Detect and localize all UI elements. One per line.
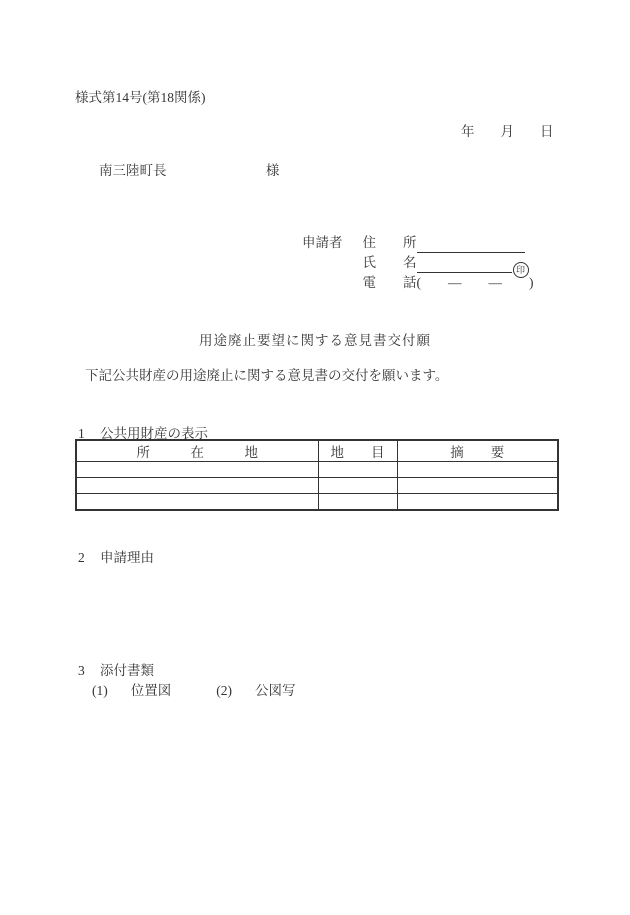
applicant-address-row [363, 233, 534, 253]
header-remarks: 摘 要 [397, 440, 558, 462]
date-line [461, 120, 554, 140]
addressee-honorific: 様 [265, 163, 280, 178]
document-title: 用途廃止要望に関する意見書交付願 [199, 333, 431, 348]
cell-land-category [318, 478, 397, 494]
addressee-title: 南三陸町長 [99, 163, 167, 178]
section-3-title: 添付書類 [100, 663, 154, 678]
address-fill-line [417, 236, 525, 253]
applicant-name-row [363, 253, 534, 273]
phone-label: 電 話( ― ― ) [362, 275, 534, 290]
section-2-number: 2 [78, 550, 85, 565]
addressee-line [99, 159, 279, 179]
cell-location [76, 494, 318, 510]
property-table-header-row [76, 440, 558, 462]
property-table [75, 439, 559, 511]
attachment-2-number: (2) [216, 683, 232, 698]
section-1-title: 公共用財産の表示 [100, 426, 208, 441]
attachment-1-label: 位置図 [130, 683, 172, 698]
attachments-line [92, 679, 296, 699]
applicant-phone-row [363, 273, 534, 293]
table-row [76, 494, 558, 510]
cell-remarks [397, 462, 558, 478]
table-row [76, 478, 558, 494]
attachment-1-number: (1) [92, 683, 108, 698]
cell-remarks [397, 494, 558, 510]
name-fill-line [417, 256, 512, 273]
cell-location [76, 462, 318, 478]
section-2-title: 申請理由 [100, 550, 154, 565]
year-label: 年 [461, 124, 475, 139]
header-location: 所 在 地 [76, 440, 318, 462]
request-text: 下記公共財産の用途廃止に関する意見書の交付を願います。 [85, 368, 449, 383]
address-label: 住 所 [362, 235, 417, 250]
section-2-heading [78, 546, 154, 566]
cell-land-category [318, 494, 397, 510]
section-1-number: 1 [78, 426, 85, 441]
section-3-heading [78, 659, 154, 679]
applicant-label: 申請者 [302, 235, 343, 250]
cell-remarks [397, 478, 558, 494]
month-label: 月 [500, 124, 514, 139]
form-number: 様式第14号(第18関係) [75, 90, 206, 105]
section-3-number: 3 [78, 663, 85, 678]
attachment-2-label: 公図写 [255, 683, 296, 698]
day-label: 日 [540, 124, 554, 139]
applicant-block [302, 233, 534, 293]
header-land-category: 地 目 [318, 440, 397, 462]
name-label: 氏 名 [362, 255, 417, 270]
cell-location [76, 478, 318, 494]
table-row [76, 462, 558, 478]
cell-land-category [318, 462, 397, 478]
seal-mark-icon: 印 [513, 262, 529, 278]
